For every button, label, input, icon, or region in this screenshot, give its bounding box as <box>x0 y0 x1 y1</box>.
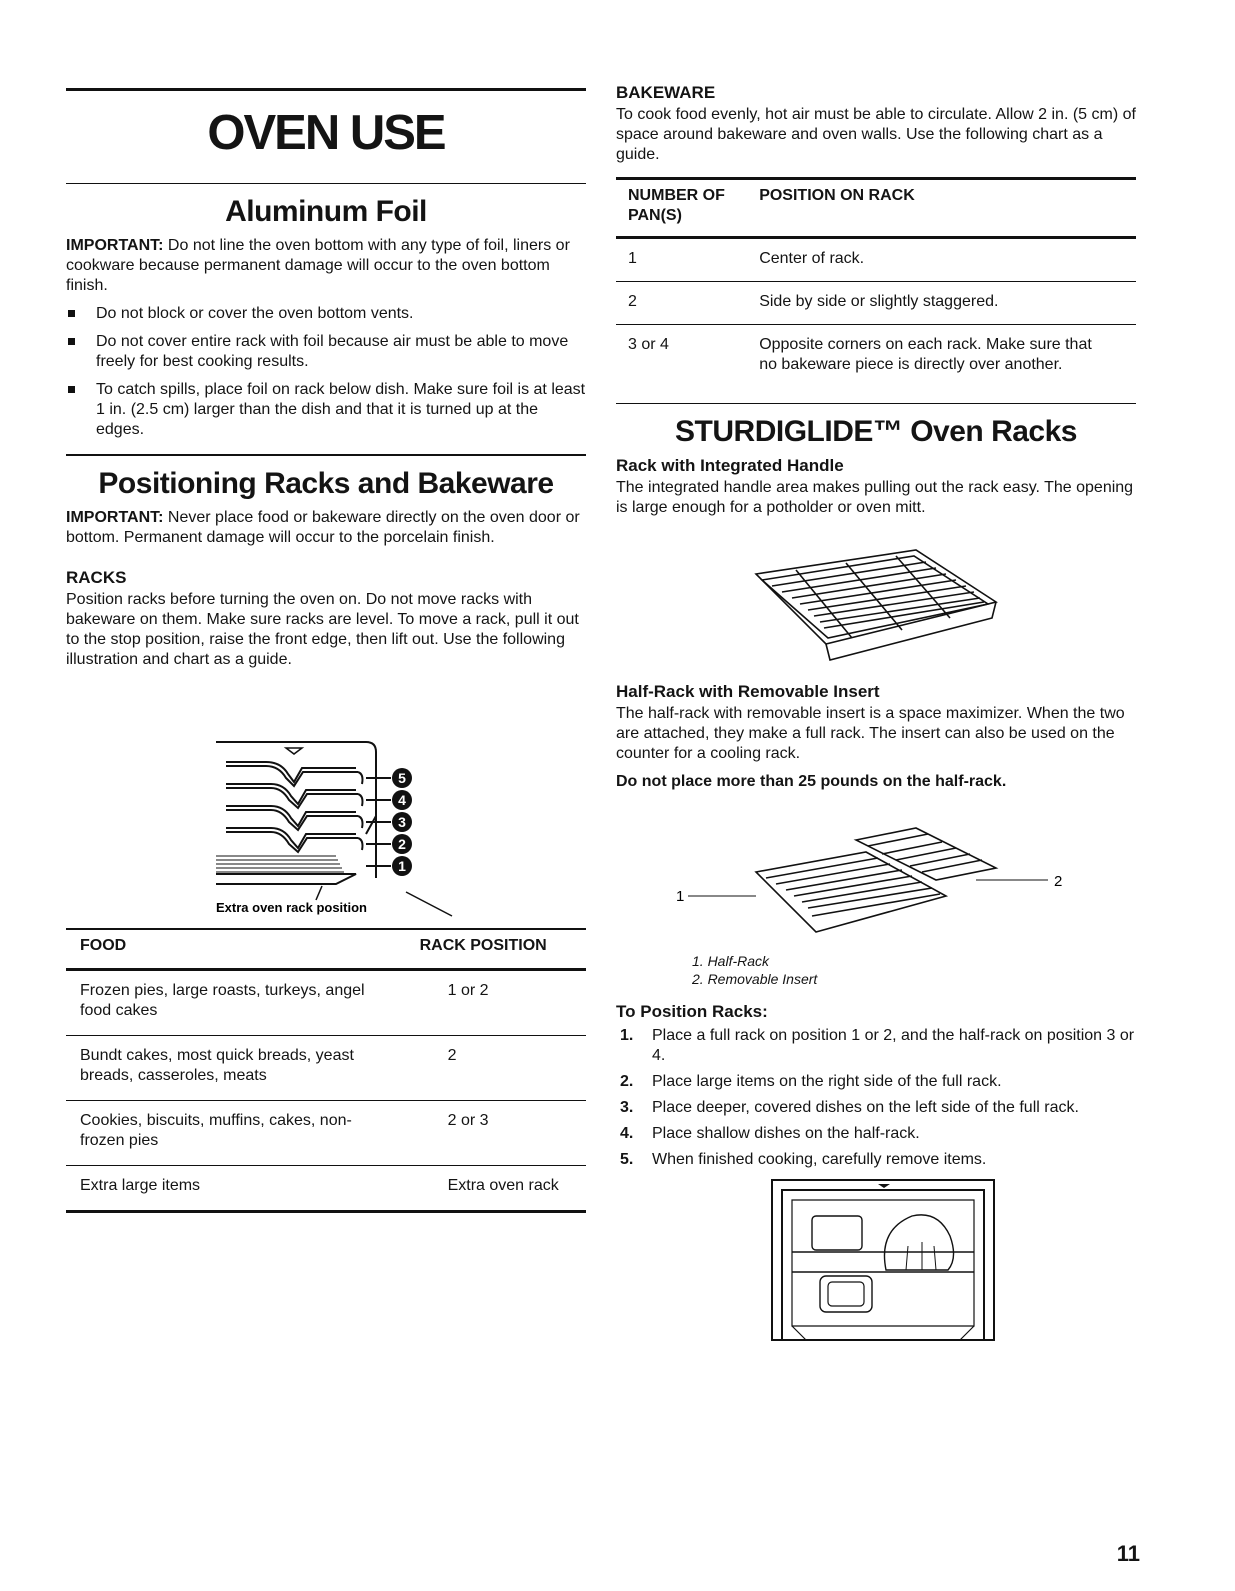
table-row <box>66 1101 586 1166</box>
step-number: 3. <box>620 1099 634 1116</box>
section-rule <box>616 403 1136 404</box>
caption-removable-insert: 2. Removable Insert <box>692 971 818 987</box>
list-item <box>66 380 586 440</box>
table-row <box>616 325 1136 404</box>
position-cell: Side by side or slightly staggered. <box>751 282 1136 325</box>
foil-bullet-list <box>66 304 586 440</box>
food-cell: Frozen pies, large roasts, turkeys, angel food cakes <box>66 970 420 1036</box>
left-column <box>66 88 586 1213</box>
important-text: Do not line the oven bottom with any type of foil, liners or cookware because permanent damage will occur to the oven bottom finish. <box>66 237 570 294</box>
rack-position-number: 5 <box>398 770 406 786</box>
integrated-handle-paragraph: The integrated handle area makes pulling out the rack easy. The opening is large enough for a potholder or oven mitt. <box>616 479 1134 516</box>
important-label: IMPORTANT: <box>66 509 164 526</box>
callout-half-rack: 1 <box>676 888 685 905</box>
section-rule <box>66 454 586 456</box>
list-item-text: Do not block or cover the oven bottom vents. <box>96 305 414 322</box>
pans-cell: 3 or 4 <box>628 336 669 353</box>
half-rack-illustration <box>616 798 1136 948</box>
bullet-square-icon <box>68 338 75 345</box>
sturdiglide-heading: STURDIGLIDE™ Oven Racks <box>675 415 1077 448</box>
integrated-handle-heading: Rack with Integrated Handle <box>616 456 844 475</box>
position-racks-heading: To Position Racks: <box>616 1002 768 1021</box>
position-cell: 2 <box>420 1036 586 1101</box>
list-item <box>66 304 586 324</box>
step-text: Place large items on the right side of the full rack. <box>652 1073 1002 1090</box>
position-racks-steps <box>616 1026 1136 1170</box>
aluminum-foil-heading: Aluminum Foil <box>225 195 427 228</box>
step-number: 4. <box>620 1125 634 1142</box>
position-cell: Extra oven rack <box>420 1166 586 1212</box>
callout-removable-insert: 2 <box>1054 873 1063 890</box>
weight-warning: Do not place more than 25 pounds on the half-rack. <box>616 773 1007 790</box>
section-rule <box>66 183 586 184</box>
racks-paragraph: Position racks before turning the oven on. Do not move racks with bakeware on them. Make sure racks are level. To move a rack, pull it out to the stop position, raise the front edge, then lift out. Use the following illustration and chart as a guide. <box>66 591 579 668</box>
list-item-text: To catch spills, place foil on rack below dish. Make sure foil is at least 1 in. (2.5 cm) larger than the dish and that it is turned up at the edges. <box>96 381 586 438</box>
step-text: Place deeper, covered dishes on the left side of the full rack. <box>652 1099 1079 1116</box>
position-cell: 1 or 2 <box>420 970 586 1036</box>
important-text: Never place food or bakeware directly on the oven door or bottom. Permanent damage will occur to the porcelain finish. <box>66 509 580 546</box>
full-rack-illustration <box>616 526 1136 676</box>
rack-position-number: 2 <box>398 836 406 852</box>
step-number: 5. <box>620 1151 634 1168</box>
table-row <box>66 1166 586 1212</box>
step-text: Place shallow dishes on the half-rack. <box>652 1125 920 1142</box>
food-cell: Bundt cakes, most quick breads, yeast breads, casseroles, meats <box>66 1036 420 1101</box>
important-label: IMPORTANT: <box>66 237 164 254</box>
list-item-text: Do not cover entire rack with foil because air must be able to move freely for best cooking results. <box>96 333 569 370</box>
bakeware-heading: BAKEWARE <box>616 83 716 102</box>
positioning-important-paragraph <box>66 508 586 548</box>
oven-interior-illustration <box>616 1176 1136 1346</box>
bullet-square-icon <box>68 310 75 317</box>
position-cell: 2 or 3 <box>420 1101 586 1166</box>
foil-important-paragraph <box>66 236 586 296</box>
rack-position-number: 1 <box>398 858 406 874</box>
step-number: 1. <box>620 1027 634 1044</box>
table-row <box>66 1036 586 1101</box>
rack-position-number: 4 <box>398 792 406 808</box>
caption-half-rack: 1. Half-Rack <box>692 953 770 969</box>
food-cell: Cookies, biscuits, muffins, cakes, non-frozen pies <box>66 1101 420 1166</box>
page-title: OVEN USE <box>207 106 445 160</box>
list-item <box>616 1124 1136 1144</box>
racks-heading: RACKS <box>66 568 127 587</box>
bullet-square-icon <box>68 386 75 393</box>
pan-position-table <box>616 177 1136 403</box>
table-header-rack-position: RACK POSITION <box>420 929 586 970</box>
food-cell: Extra large items <box>66 1166 420 1212</box>
step-text: Place a full rack on position 1 or 2, and the half-rack on position 3 or 4. <box>652 1027 1135 1064</box>
page-number: 11 <box>1116 1541 1140 1566</box>
list-item <box>66 332 586 372</box>
table-header-food: FOOD <box>66 929 420 970</box>
pans-cell: 2 <box>616 282 751 325</box>
rack-position-number: 3 <box>398 814 406 830</box>
table-row <box>616 282 1136 325</box>
table-header-pans: NUMBER OF PAN(S) <box>616 179 751 238</box>
positioning-heading: Positioning Racks and Bakeware <box>98 467 554 500</box>
position-cell: Center of rack. <box>751 238 1136 282</box>
pans-cell: 1 <box>616 238 751 282</box>
right-column <box>616 83 1136 1346</box>
list-item <box>616 1026 1136 1066</box>
half-rack-paragraph: The half-rack with removable insert is a space maximizer. When the two are attached, they make a full rack. The insert can also be used on the counter for a cooling rack. <box>616 705 1125 762</box>
table-header-position: POSITION ON RACK <box>751 179 1136 238</box>
half-rack-heading: Half-Rack with Removable Insert <box>616 682 880 701</box>
list-item <box>616 1072 1136 1092</box>
table-row <box>616 238 1136 282</box>
bakeware-paragraph: To cook food evenly, hot air must be able to circulate. Allow 2 in. (5 cm) of space around bakeware and oven walls. Use the following chart as a guide. <box>616 106 1136 163</box>
step-text: When finished cooking, carefully remove items. <box>652 1151 987 1168</box>
table-row <box>66 970 586 1036</box>
position-cell: Opposite corners on each rack. Make sure that no bakeware piece is directly over another. <box>759 336 1092 373</box>
step-number: 2. <box>620 1073 634 1090</box>
list-item <box>616 1150 1136 1170</box>
food-rack-table <box>66 928 586 1213</box>
title-rule <box>66 88 586 91</box>
rack-positions-illustration <box>66 688 586 918</box>
list-item <box>616 1098 1136 1118</box>
extra-rack-label: Extra oven rack position <box>216 900 367 915</box>
